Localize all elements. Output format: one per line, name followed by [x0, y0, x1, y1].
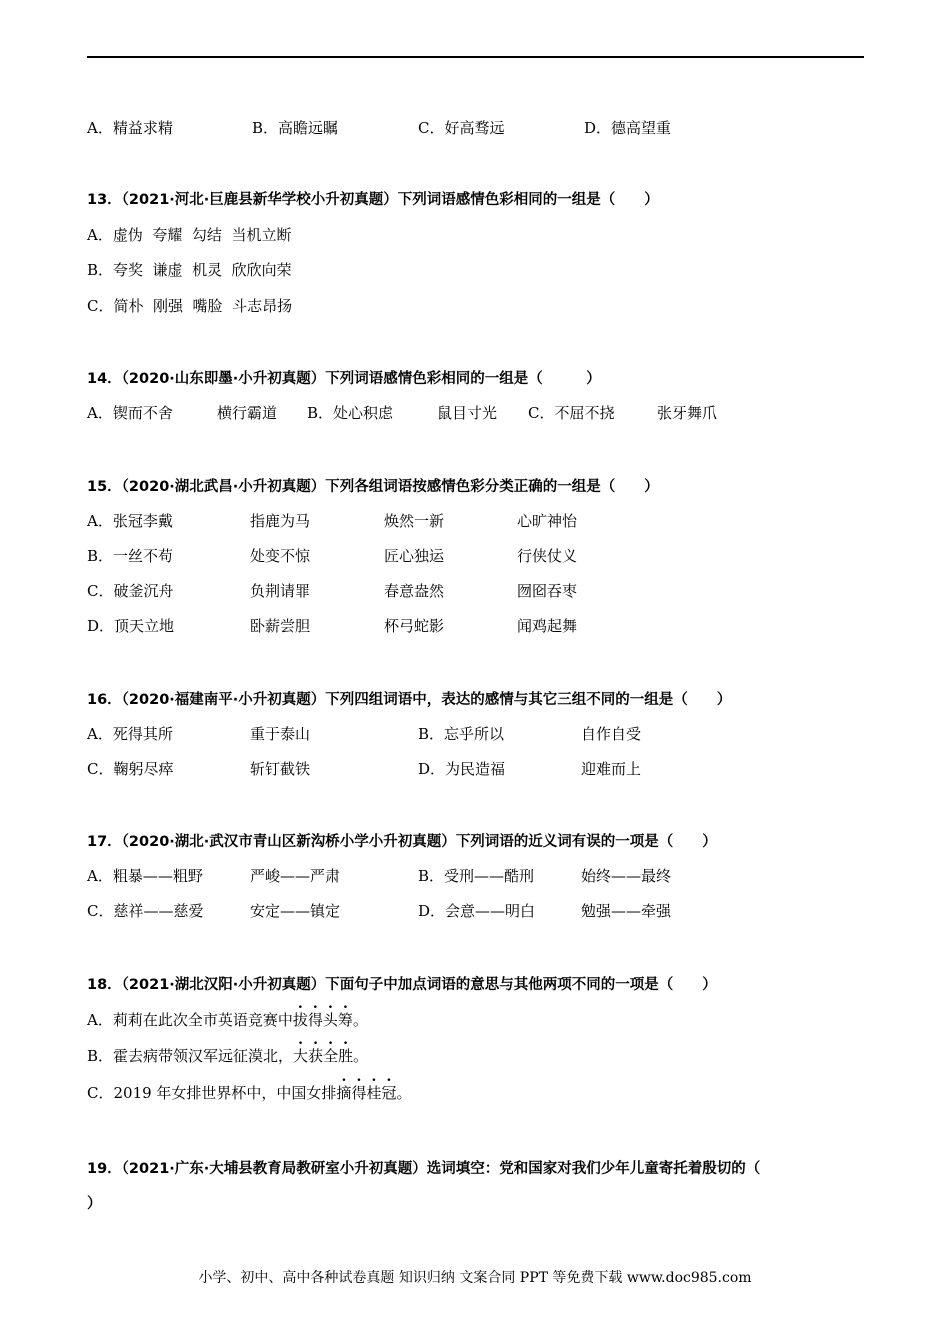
q14-option-c2: 张牙舞爪: [657, 404, 718, 422]
q15-a-4: 心旷神怡: [517, 512, 578, 530]
q13-option-b: B．夸奖 谦虚 机灵 欣欣向荣: [87, 261, 292, 279]
q17-r1-3: B．受刑——酷刑: [418, 867, 535, 885]
q18-option-b: [87, 1045, 368, 1066]
q13-option-c: C．简朴 刚强 嘴脸 斗志昂扬: [87, 297, 293, 315]
q17-r1-2: 严峻——严肃: [250, 867, 341, 885]
page-footer: 小学、初中、高中各种试卷真题 知识归纳 文案合同 PPT 等免费下载 www.doc985.com: [198, 1270, 752, 1286]
q15-d-2: 卧薪尝胆: [250, 617, 311, 635]
q18-option-c: [87, 1082, 412, 1103]
q15-b-1: B．一丝不苟: [87, 547, 174, 565]
q18-b-text: B．霍去病带领汉军远征漠北，: [87, 1047, 294, 1065]
q15-d-4: 闻鸡起舞: [517, 617, 578, 635]
prev-option-a: A．精益求精: [87, 119, 173, 137]
prev-option-b: B．高瞻远瞩: [252, 119, 339, 137]
q15-d-3: 杯弓蛇影: [384, 617, 445, 635]
q14-option-a1: A．锲而不舍: [87, 404, 173, 422]
dotted-char: 全: [323, 1047, 339, 1065]
dotted-char: 大: [293, 1047, 309, 1065]
q16-r1-2: 重于泰山: [250, 725, 311, 743]
header-rule: [87, 56, 864, 58]
dotted-char: 拔: [292, 1011, 308, 1029]
q15-d-1: D．顶天立地: [87, 617, 175, 635]
q14-title: 14．（2020·山东即墨·小升初真题）下列词语感情色彩相同的一组是（ ）: [87, 371, 601, 387]
dotted-char: 头: [322, 1011, 338, 1029]
q16-r2-2: 斩钉截铁: [250, 760, 311, 778]
q17-r2-4: 勉强——牵强: [581, 902, 672, 920]
q18-c-end: 。: [396, 1084, 412, 1102]
q18-b-end: 。: [353, 1047, 369, 1065]
q15-c-3: 春意盎然: [384, 582, 445, 600]
q15-c-1: C．破釜沉舟: [87, 582, 174, 600]
dotted-char: 摘: [336, 1084, 352, 1102]
dotted-char: 胜: [338, 1047, 354, 1065]
q15-c-2: 负荆请罪: [250, 582, 311, 600]
q18-a-end: 。: [352, 1011, 368, 1029]
q16-r2-1: C．鞠躬尽瘁: [87, 760, 174, 778]
q16-r1-4: 自作自受: [581, 725, 642, 743]
prev-option-d: D．德高望重: [584, 119, 672, 137]
q14-option-a2: 横行霸道: [217, 404, 278, 422]
q18-option-a: [87, 1009, 368, 1030]
q14-option-c1: C．不屈不挠: [528, 404, 615, 422]
q16-r2-4: 迎难而上: [581, 760, 642, 778]
q15-a-2: 指鹿为马: [250, 512, 311, 530]
dotted-char: 桂: [366, 1084, 382, 1102]
q16-r2-3: D．为民造福: [418, 760, 506, 778]
q16-r1-1: A．死得其所: [87, 725, 173, 743]
q19-title: 19．（2021·广东·大埔县教育局教研室小升初真题）选词填空：党和国家对我们少年儿童寄托着殷切的（: [87, 1161, 761, 1177]
dotted-char: 得: [351, 1084, 367, 1102]
prev-option-c: C．好高骛远: [418, 119, 505, 137]
q15-title: 15．（2020·湖北武昌·小升初真题）下列各组词语按感情色彩分类正确的一组是（ ）: [87, 479, 659, 495]
q15-a-3: 焕然一新: [384, 512, 445, 530]
q15-b-3: 匠心独运: [384, 547, 445, 565]
q15-c-4: 囫囵吞枣: [517, 582, 578, 600]
dotted-char: 冠: [381, 1084, 397, 1102]
q14-option-b1: B．处心积虑: [307, 404, 394, 422]
q13-title: 13．（2021·河北·巨鹿县新华学校小升初真题）下列词语感情色彩相同的一组是（ ）: [87, 192, 659, 208]
q14-option-b2: 鼠目寸光: [437, 404, 498, 422]
q18-a-text: A．莉莉在此次全市英语竞赛中: [87, 1011, 293, 1029]
q15-a-1: A．张冠李戴: [87, 512, 173, 530]
q17-r2-3: D．会意——明白: [418, 902, 536, 920]
q17-r1-4: 始终——最终: [581, 867, 672, 885]
dotted-char: 得: [307, 1011, 323, 1029]
dotted-char: 获: [308, 1047, 324, 1065]
q13-option-a: A．虚伪 夸耀 勾结 当机立断: [87, 226, 292, 244]
dotted-char: 筹: [337, 1011, 353, 1029]
q17-r2-1: C．慈祥——慈爱: [87, 902, 204, 920]
q16-r1-3: B．忘乎所以: [418, 725, 505, 743]
q17-r2-2: 安定——镇定: [250, 902, 341, 920]
q17-r1-1: A．粗暴——粗野: [87, 867, 203, 885]
q16-title: 16．（2020·福建南平·小升初真题）下列四组词语中，表达的感情与其它三组不同的一组是（ ）: [87, 692, 732, 708]
q18-c-text: C．2019 年女排世界杯中，中国女排: [87, 1084, 337, 1102]
q18-title: 18．（2021·湖北汉阳·小升初真题）下面句子中加点词语的意思与其他两项不同的一项是（ ）: [87, 977, 717, 993]
q15-b-4: 行侠仗义: [517, 547, 578, 565]
q15-b-2: 处变不惊: [250, 547, 311, 565]
q17-title: 17．（2020·湖北·武汉市青山区新沟桥小学小升初真题）下列词语的近义词有误的一项是（ ）: [87, 834, 717, 850]
q19-title-cont: ）: [87, 1196, 102, 1212]
